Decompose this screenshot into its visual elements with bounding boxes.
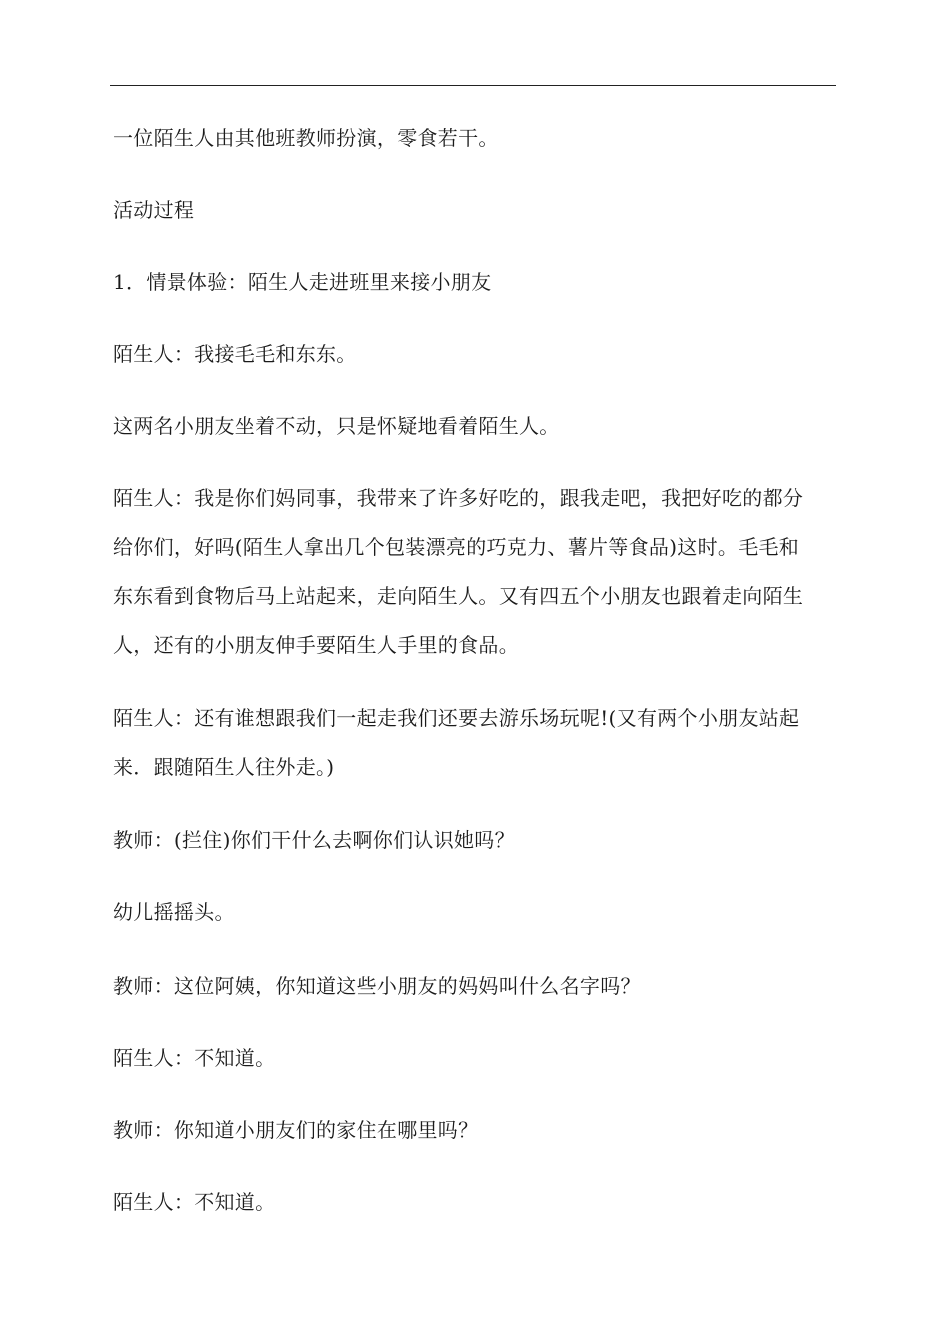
- dialogue-stranger-5: 陌生人：不知道。: [113, 1190, 276, 1214]
- text-line: 给你们，好吗(陌生人拿出几个包装漂亮的巧克力、薯片等食品)这时。毛毛和: [113, 535, 800, 559]
- text-line: 来．跟随陌生人往外走。): [113, 755, 335, 779]
- materials-paragraph: 一位陌生人由其他班教师扮演，零食若干。: [113, 126, 499, 150]
- section-heading-activity-process: 活动过程: [113, 198, 195, 222]
- dialogue-teacher-1: 教师：(拦住)你们干什么去啊你们认识她吗？: [113, 828, 515, 852]
- dialogue-teacher-3: 教师：你知道小朋友们的家住在哪里吗？: [113, 1118, 479, 1142]
- text-line: 陌生人：我是你们妈同事，我带来了许多好吃的，跟我走吧，我把好吃的都分: [113, 486, 804, 510]
- narration-children-doubt: 这两名小朋友坐着不动，只是怀疑地看着陌生人。: [113, 414, 560, 438]
- dialogue-stranger-3: [113, 694, 833, 792]
- text-line: 东东看到食物后马上站起来，走向陌生人。又有四五个小朋友也跟着走向陌生: [113, 584, 804, 608]
- text-line: 人，还有的小朋友伸手要陌生人手里的食品。: [113, 633, 519, 657]
- dialogue-stranger-4: 陌生人：不知道。: [113, 1046, 276, 1070]
- narration-children-shake-heads: 幼儿摇摇头。: [113, 900, 235, 924]
- dialogue-teacher-2: 教师：这位阿姨，你知道这些小朋友的妈妈叫什么名字吗？: [113, 974, 641, 998]
- step-1-heading: 1．情景体验：陌生人走进班里来接小朋友: [113, 270, 492, 294]
- dialogue-stranger-2: [113, 474, 833, 670]
- dialogue-stranger-1: 陌生人：我接毛毛和东东。: [113, 342, 357, 366]
- header-rule: [110, 85, 836, 86]
- text-line: 陌生人：还有谁想跟我们一起走我们还要去游乐场玩呢!(又有两个小朋友站起: [113, 706, 800, 730]
